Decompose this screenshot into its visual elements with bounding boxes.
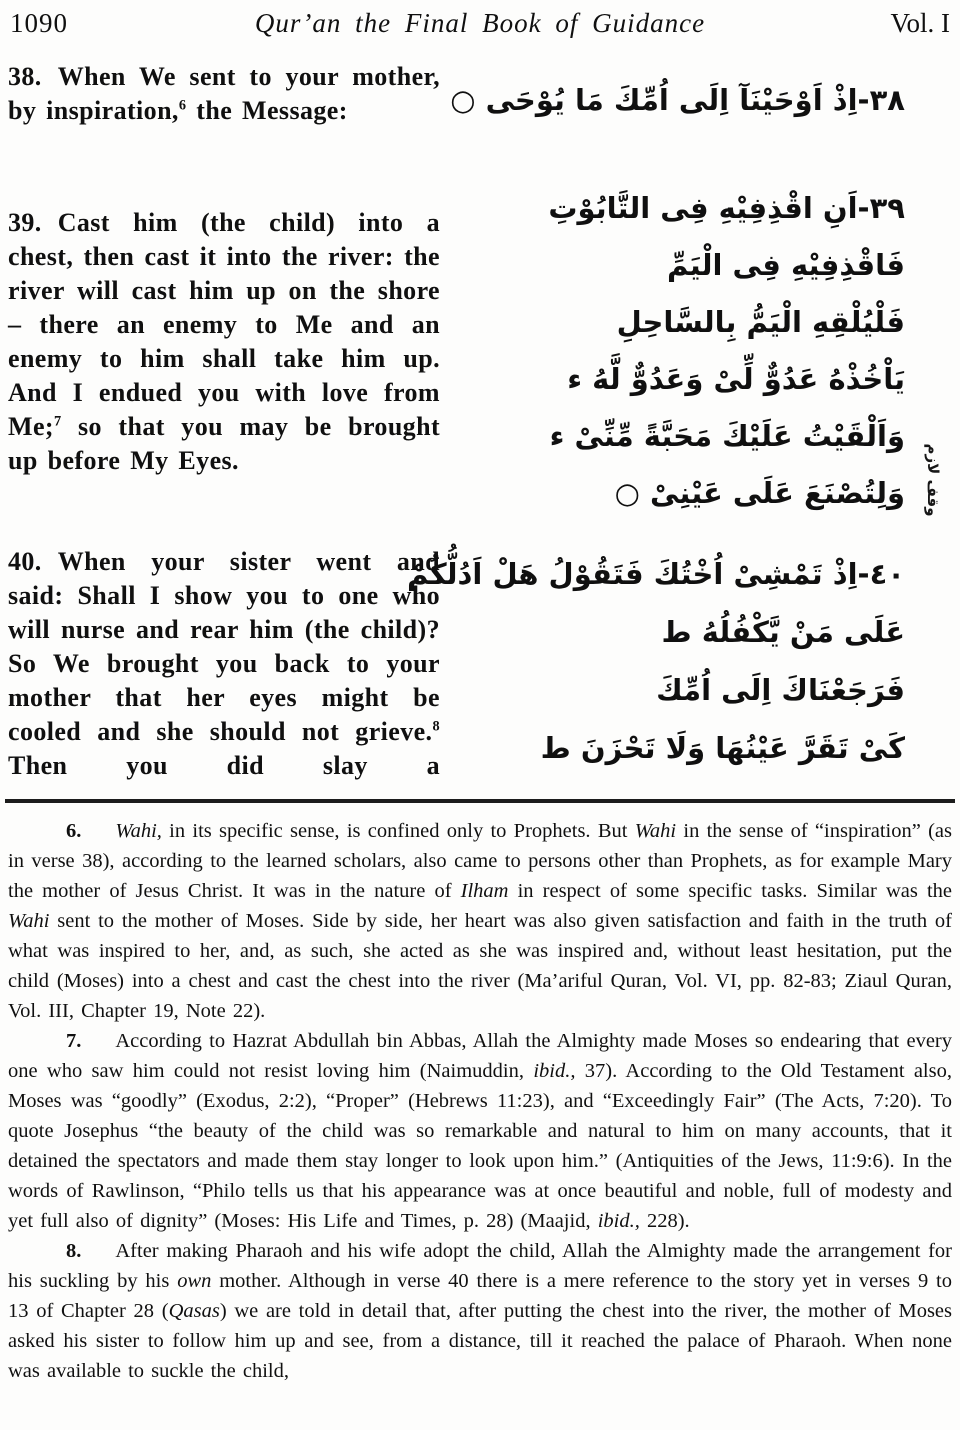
verse-paragraph [8, 206, 440, 478]
footnote-text: Ilham [460, 880, 509, 902]
arabic-verse-line: يَاْخُذْهُ عَدُوٌّ لِّىْ وَعَدُوٌّ لَّهُ ء [567, 362, 905, 396]
footnote-text: in the sense of “inspiration” (as in verse 38), according to the learned scholars, also came to persons other than Prophets, as for example Mary the mother of Jesus Christ. It was in the nature of [8, 820, 952, 902]
arabic-verse-line: وَاَلْقَيْتُ عَلَيْكَ مَحَبَّةً مِّنِّىْ ء [549, 419, 905, 453]
margin-stop-text: وقف لازم [924, 443, 942, 517]
footnote-paragraph [8, 816, 952, 1026]
arabic-verse-line: فَرَجَعْنَاكَ اِلَى اُمِّكَ [656, 673, 905, 707]
footnote-text: in respect of some specific tasks. Similar was the [508, 880, 952, 902]
page-header [0, 6, 960, 48]
arabic-verse-line: فَاقْذِفِيْهِ فِى الْيَمِّ [667, 248, 905, 282]
verse-paragraph [8, 60, 440, 128]
arabic-verse-line: عَلَى مَنْ يَّكْفُلُهُ ط [661, 615, 905, 649]
footnote-text: ) we are told in detail that, after putting the chest into the river, the mother of Moses asked his sister to follow him up and see, from a distance, till it reached the palace of Pharaoh. When none was available to suckle the child, [8, 1300, 953, 1382]
verse-text: 7 [53, 413, 62, 430]
arabic-verse-line: ٣٨-اِذْ اَوْحَيْنَآ اِلَى اُمِّكَ مَا يُوْحَى ○ [450, 83, 905, 117]
verse-number: 38. [8, 62, 42, 91]
page-number: 1090 [10, 8, 68, 38]
arabic-verse-line: ٤٠-اِذْ تَمْشِىْ اُخْتُكَ فَتَقُوْلُ هَلْ اَدُلُّكُمْ [407, 557, 905, 591]
verse-text: so that you may be brought up before My Eyes. [8, 412, 440, 475]
arabic-verse-line: فَلْيُلْقِهِ الْيَمُّ بِالسَّاحِلِ [616, 305, 905, 339]
arabic-verse [407, 545, 905, 777]
footnote-number: 8. [66, 1240, 82, 1262]
arabic-verse-line: وَلِتُصْنَعَ عَلَى عَيْنِىْ ○ [614, 476, 905, 510]
footnote-paragraph [8, 1236, 952, 1386]
verse-text: the Message: [186, 96, 348, 125]
footnotes-section [8, 816, 952, 1386]
footnote-text: ibid., [533, 1060, 576, 1082]
arabic-verse [478, 180, 905, 522]
verse-paragraph [8, 545, 440, 783]
footnote-text: Qasas [168, 1300, 220, 1322]
footnote-paragraph [8, 1026, 952, 1236]
volume-label: Vol. I [890, 8, 950, 38]
footnote-text: According to Hazrat Abdullah bin Abbas, Allah the Almighty made Moses so endearing that every one who saw him could not resist loving him (Naimuddin, [8, 1030, 952, 1082]
footnote-text: Wahi [634, 820, 677, 842]
margin-stop-annotation [918, 432, 942, 528]
footnote-text: in its specific sense, is confined only to Prophets. But [161, 820, 635, 842]
verse-number: 40. [8, 547, 42, 576]
footnote-divider [5, 799, 955, 803]
footnote-text: sent to the mother of Moses. Side by side, her heart was also given satisfaction and faith in the truth of what was inspired to her, and, as such, she acted as she was inspired and, without least hesitation, put the child (Moses) into a chest and cast the chest into the river (Ma’ariful Quran, Vol. VI, pp. 82-83; Ziaul Quran, Vol. III, Chapter 19, Note 22). [8, 910, 952, 1022]
arabic-verse-line: ٣٩-اَنِ اقْذِفِيْهِ فِى التَّابُوْتِ [548, 191, 905, 225]
verse-text: Then you did slay a [8, 751, 440, 780]
footnote-text: mother. Although in verse 40 there is a mere reference to the story yet in verses 9 to 13 of Chapter 28 ( [8, 1270, 952, 1322]
book-title: Qur’an the Final Book of Guidance [254, 8, 706, 38]
footnote-number: 7. [66, 1030, 82, 1052]
arabic-verse-line: كَىْ تَقَرَّ عَيْنُهَا وَلَا تَحْزَنَ ط [540, 731, 905, 765]
footnote-text: ibid., [597, 1210, 640, 1232]
footnote-number: 6. [66, 820, 82, 842]
verse-number: 39. [8, 208, 42, 237]
footnote-text: 37). According to the Old Testament also, Moses was “goodly” (Exodus, 2:2), “Proper” (Hebrews 11:23), and “Exceedingly Fair” (The Acts, 7:20). To quote Josephus “the beauty of the child was so remarkable and natural to him on many accounts, that it detained the spectators and made them stay longer to look upon him.” (Antiquities of the Jews, 11:9:6). In the words of Rawlinson, “Philo tells us that his appearance was at once beautiful and noble, full of modesty and yet full also of dignity” (Moses: His Life and Times, p. 28) (Maajid, [8, 1060, 952, 1232]
arabic-verse [450, 72, 905, 128]
footnote-text: own [177, 1270, 212, 1292]
verse-text: 8 [432, 718, 440, 735]
footnote-text: Wahi, [115, 820, 162, 842]
footnote-text: After making Pharaoh and his wife adopt the child, Allah the Almighty made the arrangement for his suckling by his [8, 1240, 952, 1292]
verse-text: When We sent to your mother, by inspiration, [8, 62, 440, 125]
verse-text: 6 [178, 97, 187, 114]
footnote-text: 228). [639, 1210, 690, 1232]
verse-text: Cast him (the child) into a chest, then cast it into the river: the river will cast him up on the shore – there an enemy to Me and an enemy to him shall take him up. And I endued you with love from Me; [8, 208, 440, 441]
footnote-text: Wahi [8, 910, 50, 932]
verse-text: When your sister went and said: Shall I show you to one who will nurse and rear him (the child)? So We brought you back to your mother that her eyes might be cooled and she should not grieve. [8, 547, 440, 746]
